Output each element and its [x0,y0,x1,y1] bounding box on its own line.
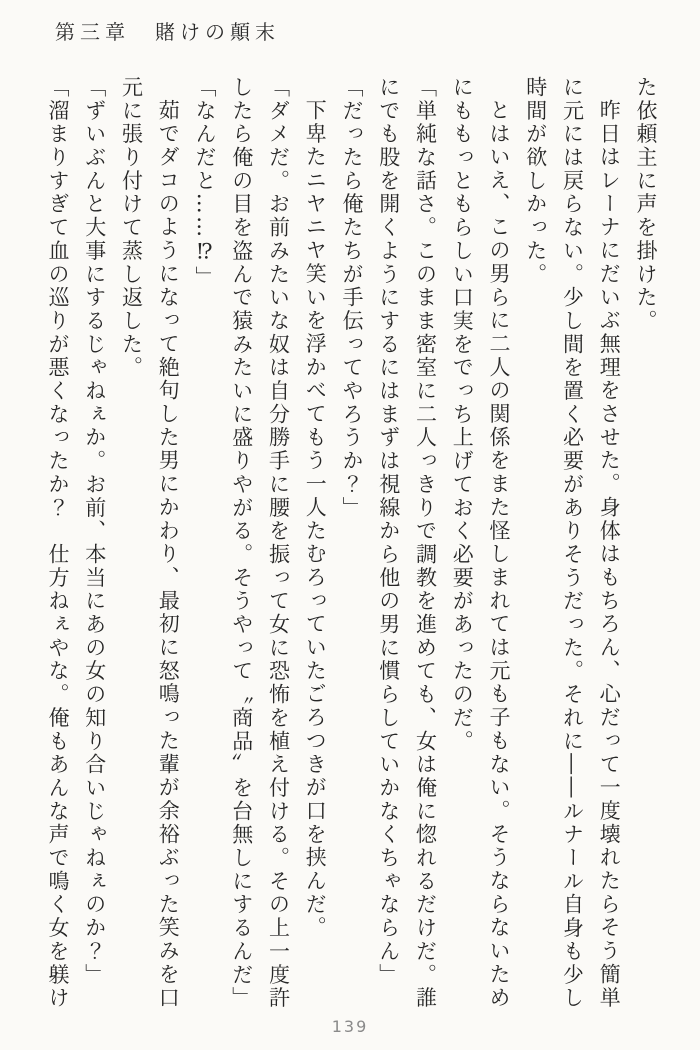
paragraph: 「ずいぶんと大事にするじゃねぇか。お前、本当にあの女の知り合いじゃねぇのか？」 [82,76,107,987]
paragraph: た依頼主に声を掛けた。 [634,76,658,333]
paragraph: 「ダメだ。お前みたいな奴は自分勝手に腰を振って女に恐怖を植え付ける。その上一度許したら俺の目を盗んで猿みたいに盛りやがる。そうやって〝商品〟を台無しにするんだ」 [229,76,291,1010]
paragraph: とはいえ、この男らに二人の関係をまた怪しまれては元も子もない。そうならないためにももっともらしい口実をでっち上げておく必要があったのだ。 [450,76,511,1010]
chapter-header: 第三章 賭けの顛末 [55,20,280,44]
paragraph: 「溜まりすぎて血の巡りが悪くなったか？ 仕方ねぇやな。俺もあんな声で鳴く女を躾け [46,76,70,1010]
paragraph: 「単純な話さ。このまま密室に二人っきりで調教を進めても、女は俺に惚れるだけだ。誰にでも股を開くようにするにはまずは視線から他の男に慣らしていかなくちゃならん」 [376,76,438,1010]
paragraph: 茹でダコのようになって絶句した男にかわり、最初に怒鳴った輩が余裕ぶった笑みを口元に張り付けて蒸し返した。 [119,76,181,1010]
paragraph: 下卑たニヤニヤ笑いを浮かべてもう一人たむろっていたごろつきが口を挟んだ。 [303,99,328,940]
paragraph: 「なんだと……⁉」 [193,76,217,290]
paragraph: 「だったら俺たちが手伝ってやろうか？」 [340,76,364,520]
paragraph: 昨日はレーナにだいぶ無理をさせた。身体はもちろん、心だって一度壊れたらそう簡単に元には戻らない。少し間を置く必要がありそうだった。それに――ルナール自身も少し時間が欲しかった。 [523,76,622,1010]
page-number: 139 [331,1017,369,1036]
body-text [36,76,664,1016]
